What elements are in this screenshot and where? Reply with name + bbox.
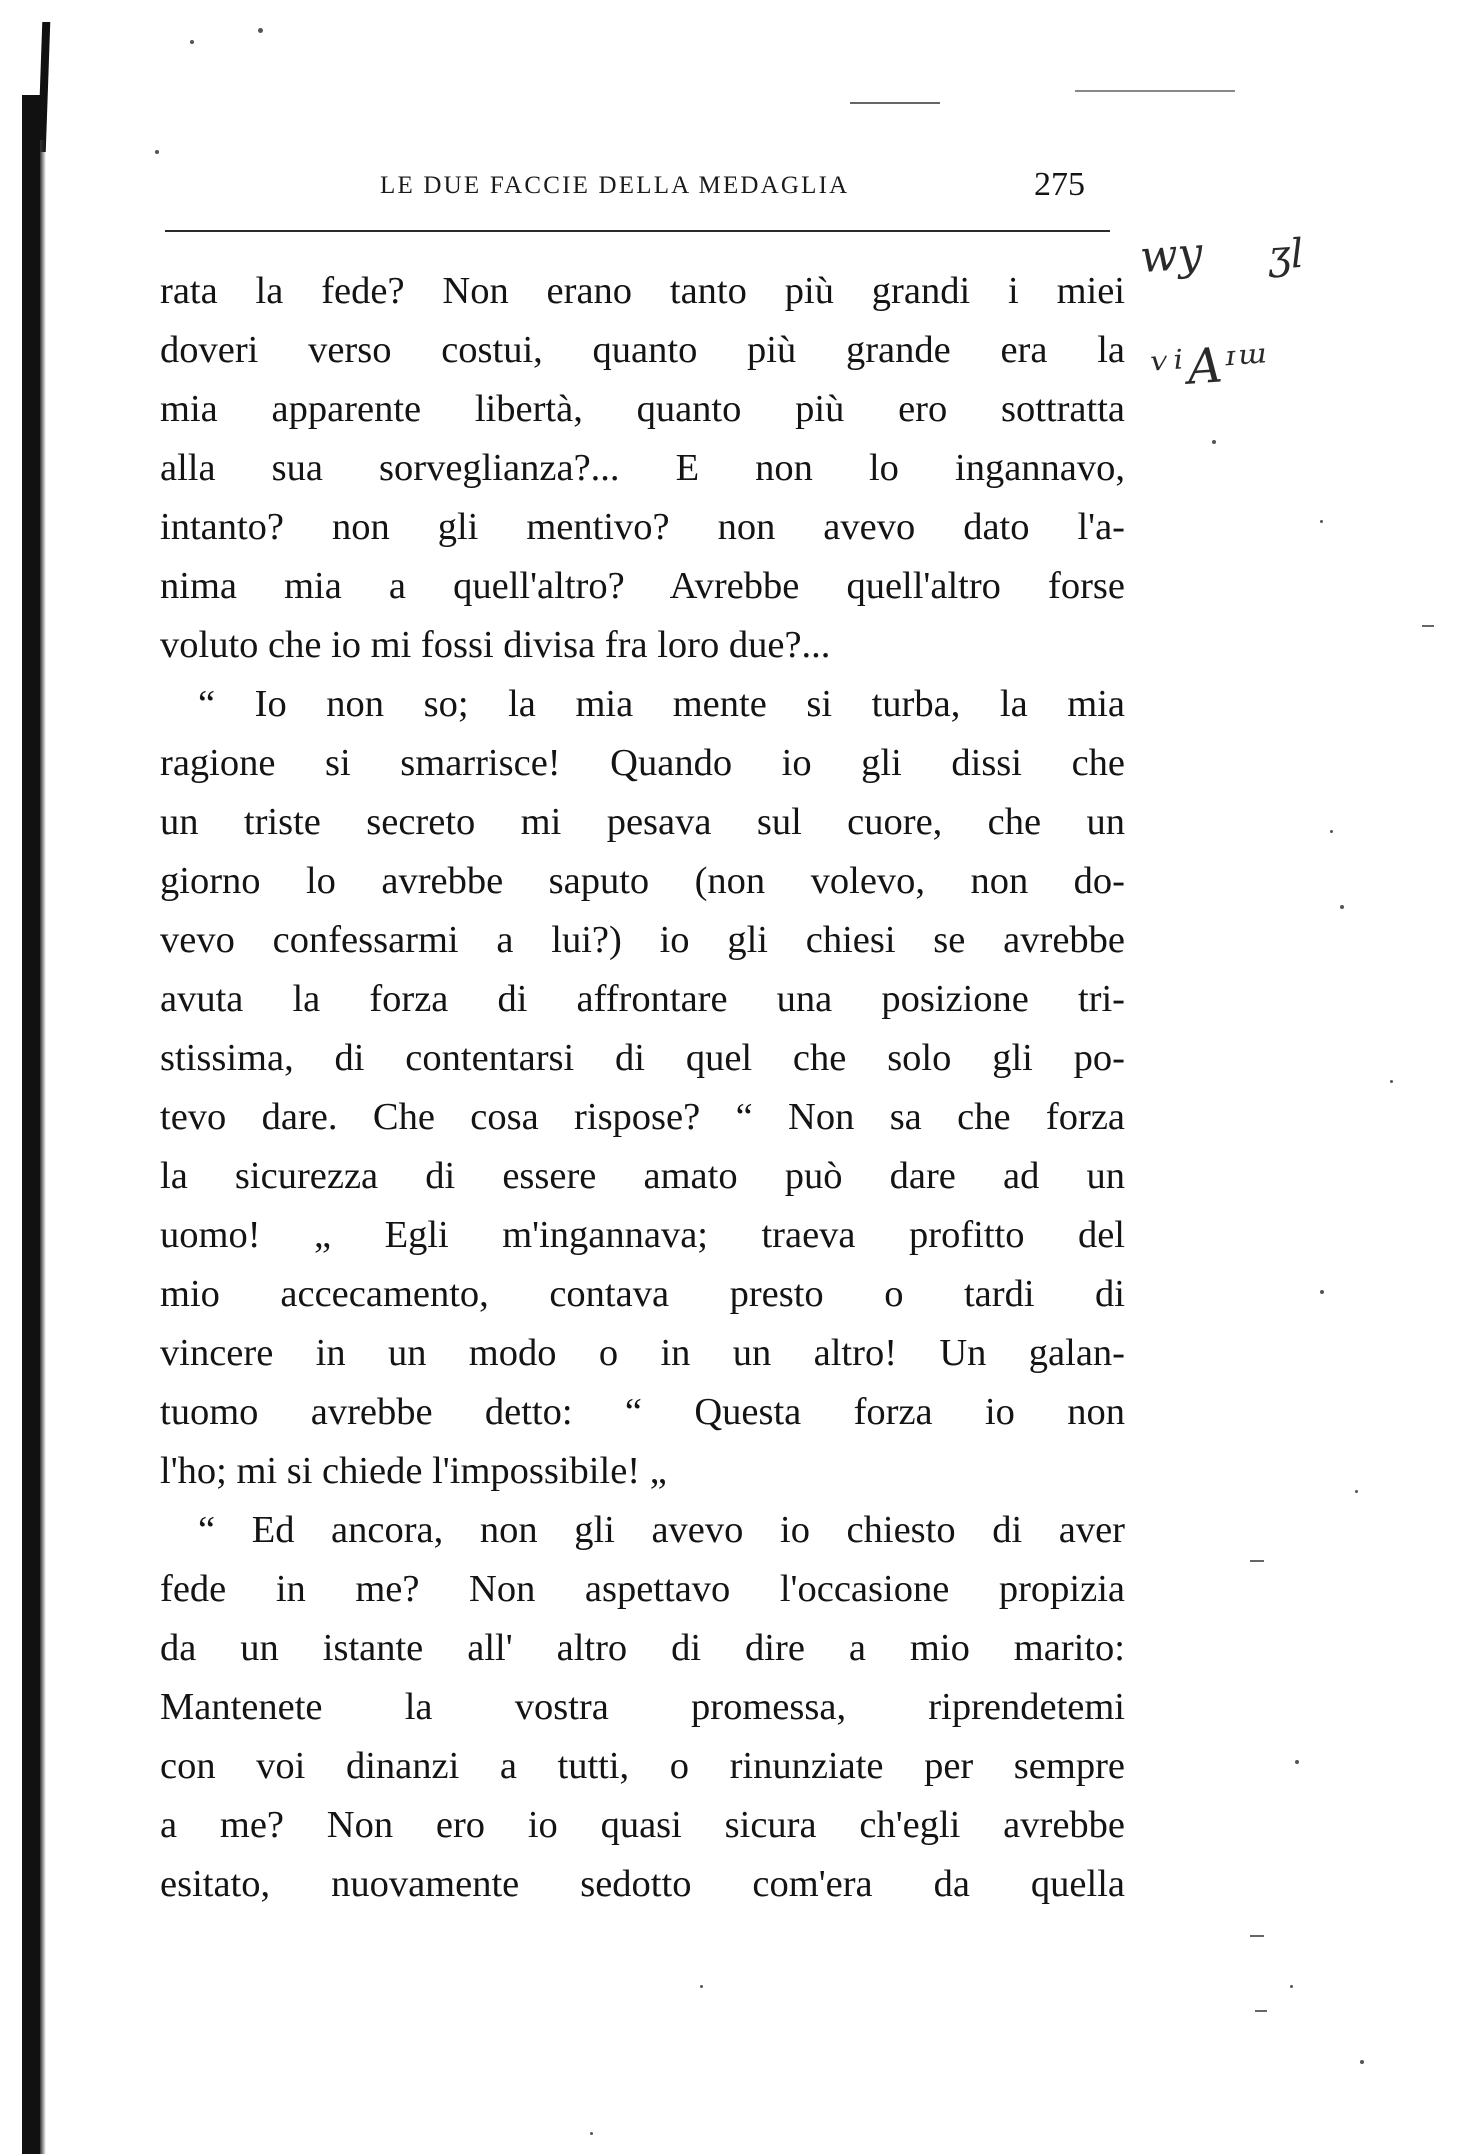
text-line-13: avuta la forza di affrontare una posizione tri- [160, 978, 1125, 1020]
scan-speck [1355, 1490, 1358, 1493]
text-line-5: intanto? non gli mentivo? non avevo dato l'a- [160, 506, 1125, 548]
scan-speck [1340, 905, 1344, 909]
text-line-21: l'ho; mi si chiede l'impossibile! „ [160, 1450, 667, 1492]
scan-speck [1330, 830, 1333, 833]
text-line-25: Mantenete la vostra promessa, riprendetemi [160, 1686, 1125, 1728]
header-rule [165, 230, 1110, 232]
scan-speck [700, 1985, 703, 1988]
scan-mark [1422, 625, 1434, 627]
scan-mark [1250, 1935, 1264, 1937]
scan-speck [590, 2132, 593, 2135]
text-line-18: mio accecamento, contava presto o tardi di [160, 1273, 1125, 1315]
text-line-12: vevo confessarmi a lui?) io gli chiesi se avrebbe [160, 919, 1125, 961]
text-line-20: tuomo avrebbe detto: “ Questa forza io non [160, 1391, 1125, 1433]
text-line-26: con voi dinanzi a tutti, o rinunziate per sempre [160, 1745, 1125, 1787]
text-line-22: “ Ed ancora, non gli avevo io chiesto di aver [198, 1509, 1125, 1551]
text-line-17: uomo! „ Egli m'ingannava; traeva profitto del [160, 1214, 1125, 1256]
scan-mark [1250, 1560, 1264, 1562]
text-line-19: vincere in un modo o in un altro! Un galan- [160, 1332, 1125, 1374]
scan-speck [190, 40, 194, 44]
page-number: 275 [1034, 166, 1085, 203]
running-title: LE DUE FACCIE DELLA MEDAGLIA [380, 172, 850, 199]
text-line-4: alla sua sorveglianza?... E non lo ingannavo, [160, 447, 1125, 489]
text-line-9: ragione si smarrisce! Quando io gli dissi che [160, 742, 1125, 784]
scan-speck [1212, 440, 1216, 444]
binding-shadow [40, 140, 46, 2154]
text-line-6: nima mia a quell'altro? Avrebbe quell'altro forse [160, 565, 1125, 607]
handwritten-note-3: ᵛⁱAᶦᵚ [1150, 333, 1276, 399]
book-binding-top [38, 22, 51, 152]
scan-speck [1360, 2060, 1364, 2064]
scan-speck [1320, 1290, 1324, 1294]
scan-mark [850, 102, 940, 104]
text-line-10: un triste secreto mi pesava sul cuore, che un [160, 801, 1125, 843]
scan-speck [1290, 1985, 1293, 1988]
text-line-14: stissima, di contentarsi di quel che solo gli po- [160, 1037, 1125, 1079]
handwritten-note-1: wy [1138, 227, 1205, 284]
text-line-7: voluto che io mi fossi divisa fra loro due?... [160, 624, 831, 666]
text-line-2: doveri verso costui, quanto più grande era la [160, 329, 1125, 371]
scan-speck [258, 28, 263, 33]
scan-mark [1075, 90, 1235, 92]
scan-speck [1390, 1080, 1393, 1083]
text-line-27: a me? Non ero io quasi sicura ch'egli avrebbe [160, 1804, 1125, 1846]
text-line-28: esitato, nuovamente sedotto com'era da quella [160, 1863, 1125, 1905]
text-line-15: tevo dare. Che cosa rispose? “ Non sa che forza [160, 1096, 1125, 1138]
scan-speck [155, 150, 159, 154]
text-line-3: mia apparente libertà, quanto più ero sottratta [160, 388, 1125, 430]
handwritten-note-2: ʒl [1266, 230, 1305, 280]
body-text [160, 262, 1125, 1914]
book-binding-edge [22, 95, 40, 2154]
text-line-16: la sicurezza di essere amato può dare ad un [160, 1155, 1125, 1197]
scan-speck [1320, 520, 1323, 523]
text-line-24: da un istante all' altro di dire a mio marito: [160, 1627, 1125, 1669]
text-line-1: rata la fede? Non erano tanto più grandi i miei [160, 270, 1125, 312]
scan-speck [1295, 1760, 1299, 1764]
text-line-8: “ Io non so; la mia mente si turba, la mia [198, 683, 1125, 725]
text-line-23: fede in me? Non aspettavo l'occasione propizia [160, 1568, 1125, 1610]
scan-mark [1255, 2010, 1267, 2012]
text-line-11: giorno lo avrebbe saputo (non volevo, non do- [160, 860, 1125, 902]
